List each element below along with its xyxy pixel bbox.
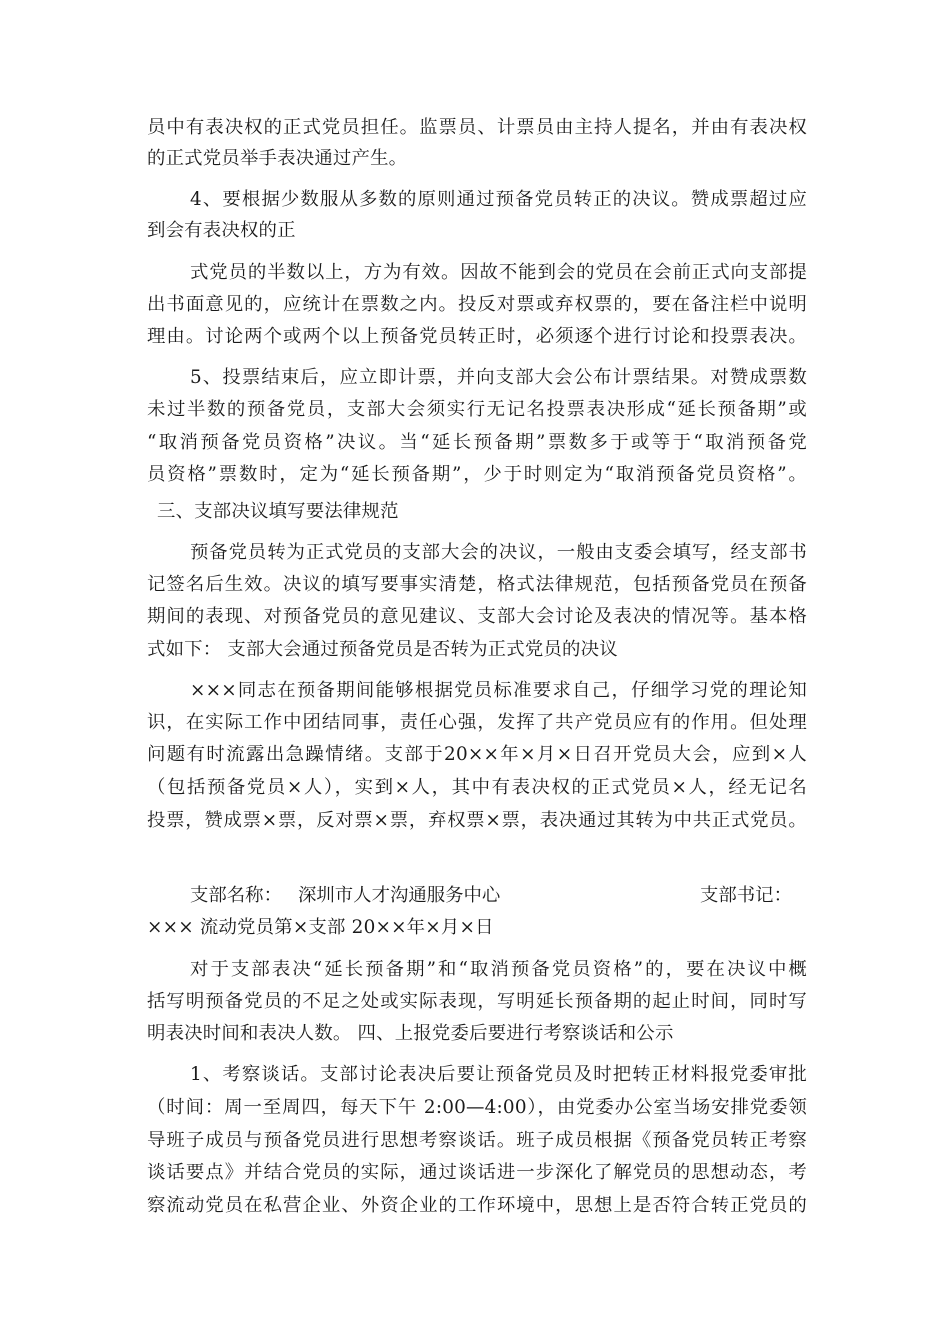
- text-line: 出书面意见的，应统计在票数之内。投反对票或弃权票的，要在备注栏中说明: [147, 294, 807, 315]
- signature-line: ××× 流动党员第×支部 20××年×月×日: [147, 917, 494, 938]
- text-line: 4、要根据少数服从多数的原则通过预备党员转正的决议。赞成票超过应: [190, 189, 807, 210]
- text-line: 对于支部表决“延长预备期”和“取消预备党员资格”的，要在决议中概: [190, 959, 807, 980]
- text-line: 1、考察谈话。支部讨论表决后要让预备党员及时把转正材料报党委审批: [190, 1064, 807, 1085]
- text-line: 式党员的半数以上，方为有效。因故不能到会的党员在会前正式向支部提: [190, 262, 807, 283]
- text-line: “取消预备党员资格”决议。当“延长预备期”票数多于或等于“取消预备党: [147, 432, 807, 453]
- text-line: 明表决时间和表决人数。 四、上报党委后要进行考察谈话和公示: [147, 1023, 674, 1044]
- section-heading: 三、支部决议填写要法律规范: [157, 501, 399, 522]
- text-line: 问题有时流露出急躁情绪。支部于20××年×月×日召开党员大会，应到×人: [147, 744, 807, 765]
- text-line: 员资格”票数时，定为“延长预备期”，少于时则定为“取消预备党员资格”。: [147, 464, 807, 485]
- text-line: 期间的表现、对预备党员的意见建议、支部大会讨论及表决的情况等。基本格: [147, 606, 807, 627]
- signature-branch-name: 深圳市人才沟通服务中心: [298, 885, 501, 906]
- text-line: 察流动党员在私营企业、外资企业的工作环境中，思想上是否符合转正党员的: [147, 1195, 807, 1216]
- text-line: 到会有表决权的正: [147, 220, 296, 241]
- text-line: 未过半数的预备党员，支部大会须实行无记名投票表决形成“延长预备期”或: [147, 399, 807, 420]
- text-line: 导班子成员与预备党员进行思想考察谈话。班子成员根据《预备党员转正考察: [147, 1130, 807, 1151]
- text-line: （时间：周一至周四，每天下午 2:00—4:00），由党委办公室当场安排党委领: [147, 1097, 807, 1118]
- text-line: 括写明预备党员的不足之处或实际表现，写明延长预备期的起止时间，同时写: [147, 991, 807, 1012]
- signature-branch-label: 支部名称：: [190, 885, 282, 906]
- text-line: ×××同志在预备期间能够根据党员标准要求自己，仔细学习党的理论知: [190, 680, 807, 701]
- text-line: 识，在实际工作中团结同事，责任心强，发挥了共产党员应有的作用。但处理: [147, 712, 807, 733]
- signature-secretary-label: 支部书记：: [700, 885, 792, 906]
- text-line: 记签名后生效。决议的填写要事实清楚，格式法律规范，包括预备党员在预备: [147, 574, 807, 595]
- text-line: 式如下： 支部大会通过预备党员是否转为正式党员的决议: [147, 639, 618, 660]
- text-line: 5、投票结束后，应立即计票，并向支部大会公布计票结果。对赞成票数: [190, 367, 807, 388]
- text-line: 投票，赞成票×票，反对票×票，弃权票×票，表决通过其转为中共正式党员。: [147, 810, 807, 831]
- text-line: 预备党员转为正式党员的支部大会的决议，一般由支委会填写，经支部书: [190, 542, 807, 563]
- text-line: （包括预备党员×人），实到×人，其中有表决权的正式党员×人，经无记名: [147, 777, 807, 798]
- text-line: 员中有表决权的正式党员担任。监票员、计票员由主持人提名，并由有表决权: [147, 117, 807, 138]
- text-line: 理由。讨论两个或两个以上预备党员转正时，必须逐个进行讨论和投票表决。: [147, 326, 807, 347]
- text-line: 的正式党员举手表决通过产生。: [147, 148, 408, 169]
- text-line: 谈话要点》并结合党员的实际，通过谈话进一步深化了解党员的思想动态，考: [147, 1162, 807, 1183]
